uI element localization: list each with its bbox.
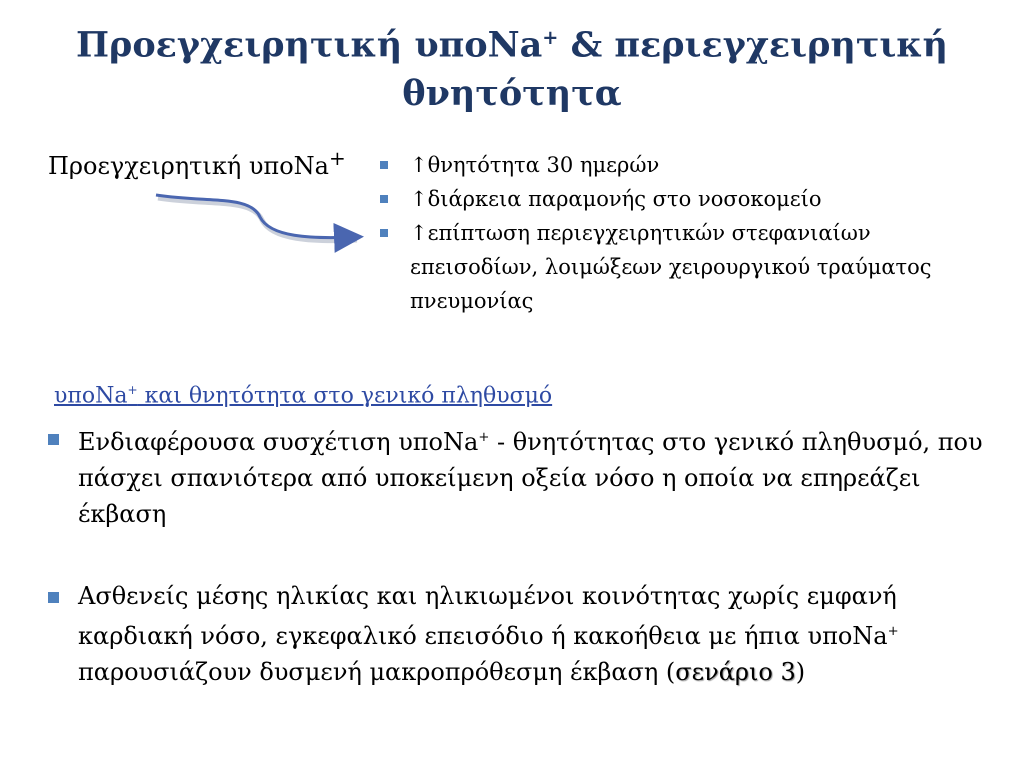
general-population-list <box>40 420 1000 690</box>
preoperative-label-superscript: + <box>328 146 346 170</box>
list-item <box>378 182 978 216</box>
list-item-text: Ενδιαφέρουσα συσχέτιση υποNa <box>78 428 479 456</box>
square-bullet-icon <box>380 229 388 237</box>
list-item <box>40 578 1000 690</box>
list-item-text: ↑επίπτωση περιεγχειρητικών στεφανιαίων επεισοδίων, λοιμώξεων χειρουργικού τραύματος πνευμονίας <box>410 221 932 313</box>
scenario-highlight: σενάριο 3 <box>675 658 796 686</box>
title-line-2: θνητότητα <box>402 72 622 114</box>
square-bullet-icon <box>48 434 59 445</box>
section-link-heading[interactable] <box>54 375 552 411</box>
subheading-text-continued: και θνητότητα στο γενικό πληθυσμό <box>137 383 553 409</box>
title-text-continued: & περιεγχειρητική <box>558 24 948 66</box>
list-item-text-continued: - θνητότητας στο γενικό πληθυσμό, που πάσχει σπανιότερα από υποκείμενη οξεία νόσο η οποία να επηρεάζει έκβαση <box>78 428 983 528</box>
title-superscript: + <box>542 26 559 49</box>
list-item-superscript: + <box>478 430 490 445</box>
square-bullet-icon <box>380 161 388 169</box>
outcomes-list <box>378 148 978 318</box>
list-item-text: Ασθενείς μέσης ηλικίας και ηλικιωμένοι κοινότητας χωρίς εμφανή καρδιακή νόσο, εγκεφαλικό επεισόδιο ή κακοήθεια με ήπια υποNa <box>78 582 897 650</box>
list-item-text: ↑διάρκεια παραμονής στο νοσοκομείο <box>410 187 822 211</box>
list-item <box>40 420 1000 532</box>
list-item-superscript: + <box>887 624 899 639</box>
list-item-text: ↑θνητότητα 30 ημερών <box>410 153 660 177</box>
subheading-text: υποNa <box>54 383 128 409</box>
slide-title <box>40 14 984 118</box>
square-bullet-icon <box>380 195 388 203</box>
square-bullet-icon <box>48 592 59 603</box>
curved-arrow-icon <box>150 175 370 255</box>
preoperative-label-text: Προεγχειρητική υποNa <box>48 152 329 180</box>
title-text: Προεγχειρητική υποNa <box>75 24 543 66</box>
subheading-superscript: + <box>127 383 138 397</box>
list-item <box>378 216 978 318</box>
list-item-text-continued: παρουσιάζουν δυσμενή μακροπρόθεσμη έκβαση ( <box>78 658 676 686</box>
title-line-1 <box>40 14 984 70</box>
list-item <box>378 148 978 182</box>
closing-paren: ) <box>795 658 806 686</box>
